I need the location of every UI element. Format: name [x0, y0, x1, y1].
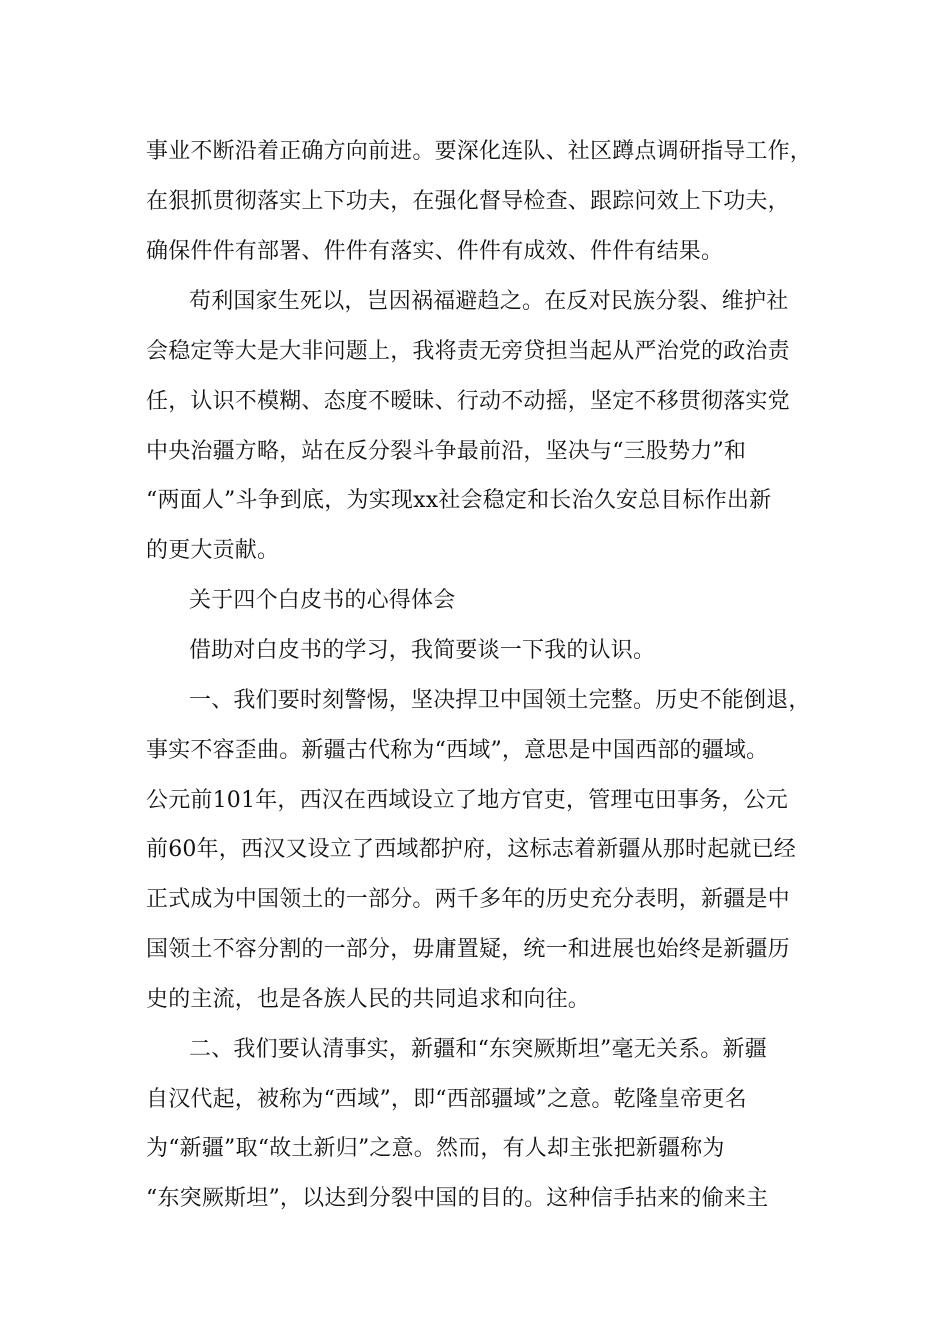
- paragraph-start-line: 一、我们要时刻警惕，坚决捍卫中国领土完整。历史不能倒退，: [189, 688, 811, 713]
- text-line: 前60年，西汉又设立了西域都护府，这标志着新疆从那时起就已经: [146, 837, 796, 862]
- text-line: 会稳定等大是大非问题上，我将责无旁贷担当起从严治党的政治责: [146, 339, 790, 364]
- text-line: 在狠抓贯彻落实上下功夫，在强化督导检查、跟踪问效上下功夫，: [146, 189, 790, 214]
- text-line: 任，认识不模糊、态度不暧昧、行动不动摇，坚定不移贯彻落实党: [146, 389, 790, 414]
- text-line: 自汉代起，被称为“西域”，即“西部疆域”之意。乾隆皇帝更名: [146, 1087, 747, 1112]
- text-line: 为“新疆”取“故土新归”之意。然而，有人却主张把新疆称为: [146, 1136, 725, 1161]
- text-line: 国领土不容分割的一部分，毋庸置疑，统一和进展也始终是新疆历: [146, 937, 790, 962]
- text-line: 正式成为中国领土的一部分。两千多年的历史充分表明，新疆是中: [146, 887, 790, 912]
- paragraph-start-line: 苟利国家生死以，岂因祸福避趋之。在反对民族分裂、维护社: [189, 289, 789, 314]
- text-line: 中央治疆方略，站在反分裂斗争最前沿，坚决与“三股势力”和: [146, 439, 747, 464]
- text-line: 确保件件有部署、件件有落实、件件有成效、件件有结果。: [146, 239, 724, 264]
- text-line: 的更大贡献。: [146, 538, 280, 563]
- section-title: 关于四个白皮书的心得体会: [189, 588, 456, 613]
- paragraph-start-line: 借助对白皮书的学习，我简要谈一下我的认识。: [189, 638, 656, 663]
- text-line: “东突厥斯坦”，以达到分裂中国的目的。这种信手拈来的偷来主: [146, 1186, 769, 1211]
- text-line: “两面人”斗争到底，为实现xx社会稳定和长治久安总目标作出新: [146, 488, 772, 513]
- text-line: 史的主流，也是各族人民的共同追求和向往。: [146, 987, 591, 1012]
- text-line: 事实不容歪曲。新疆古代称为“西域”，意思是中国西部的疆域。: [146, 738, 769, 763]
- paragraph-start-line: 二、我们要认清事实，新疆和“东突厥斯坦”毫无关系。新疆: [189, 1037, 767, 1062]
- text-line: 事业不断沿着正确方向前进。要深化连队、社区蹲点调研指导工作，: [146, 139, 813, 164]
- text-line: 公元前101年，西汉在西域设立了地方官吏，管理屯田事务，公元: [146, 788, 788, 813]
